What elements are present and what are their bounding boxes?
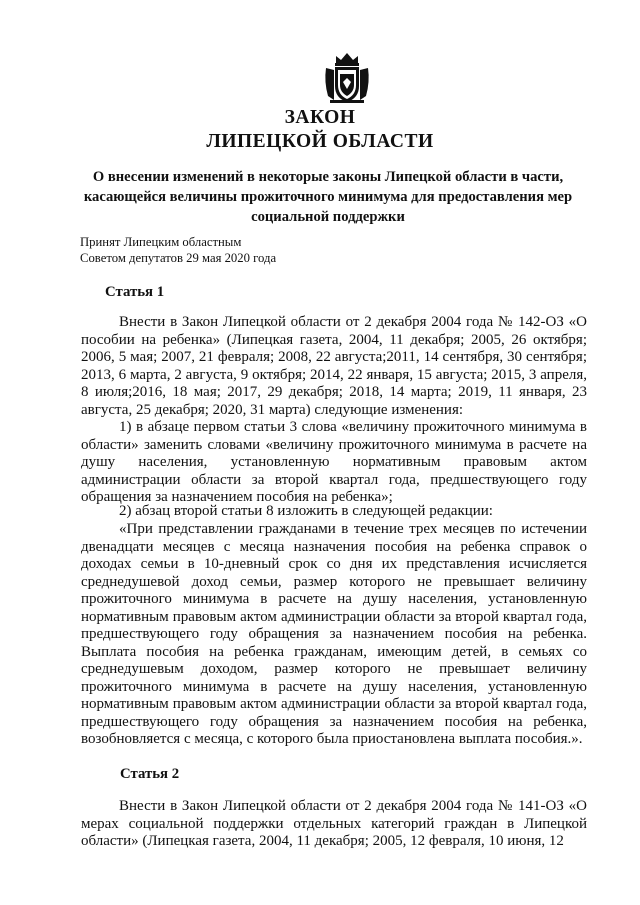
document-title-line2: ЛИПЕЦКОЙ ОБЛАСТИ — [206, 131, 434, 152]
article-1-quote: «При представлении гражданами в течение трех месяцев по истечении двенадцати месяцев с месяца назначения пособия на ребенка справок о доходах семьи в 10-дневный срок со дня их представления исчисляется среднедушевой доход семьи, размер которого не превышает величину прожиточного минимума в расчете на душу населения, установленную нормативным правовым актом администрации области за второй квартал года, предшествующего году обращения за назначением пособия на ребенка. Выплата пособия на ребенка гражданам, имеющим детей, в семьях со среднедушевым доходом, размер которого не превышает величину прожиточного минимума в расчете на душу населения, установленную нормативным правовым актом администрации области за второй квартал года, предшествующего году обращения за назначением пособия на ребенка, возобновляется с месяца, с которого была приостановлена выплата пособия.». — [81, 521, 587, 747]
article-1-item-2: 2) абзац второй статьи 8 изложить в следующей редакции: — [119, 503, 493, 519]
article-2-intro: Внести в Закон Липецкой области от 2 декабря 2004 года № 141-ОЗ «О мерах социальной поддержки отдельных категорий граждан в Липецкой области» (Липецкая газета, 2004, 11 декабря; 2005, 12 февраля, 10 июня, 12 — [81, 798, 587, 849]
document-title-line1: ЗАКОН — [284, 107, 356, 128]
adoption-note-line2: Советом депутатов 29 мая 2020 года — [80, 250, 277, 265]
adoption-note-line1: Принят Липецким областным — [80, 235, 242, 249]
article-1-heading: Статья 1 — [105, 284, 165, 300]
article-1-item-1: 1) в абзаце первом статьи 3 слова «величину прожиточного минимума в области» заменить словами «величину прожиточного минимума в расчете на душу населения, установленную нормативным правовым актом администрации области за второй квартал года, предшествующего году обращения за назначением пособия на ребенка»; — [81, 419, 587, 505]
article-1-intro: Внести в Закон Липецкой области от 2 декабря 2004 года № 142-ОЗ «О пособии на ребенка» (Липецкая газета, 2004, 11 декабря; 2005, 26 октября; 2006, 5 мая; 2007, 21 февраля; 2008, 22 августа;2011, 14 сентября, 30 сентября; 2013, 6 марта, 2 августа, 9 октября; 2014, 22 января, 15 августа; 2015, 3 апреля, 8 июля;2016, 18 мая; 2017, 29 декабря; 2018, 14 марта; 2019, 11 января, 23 августа, 25 декабря; 2020, 31 марта) следующие изменения: — [81, 314, 587, 418]
coat-of-arms-icon — [322, 52, 372, 104]
adoption-note — [80, 235, 380, 266]
document-subtitle: О внесении изменений в некоторые законы Липецкой области в части, касающейся величины прожиточного минимума для предоставления мер социальной поддержки — [83, 169, 573, 225]
article-2-heading: Статья 2 — [120, 766, 180, 782]
